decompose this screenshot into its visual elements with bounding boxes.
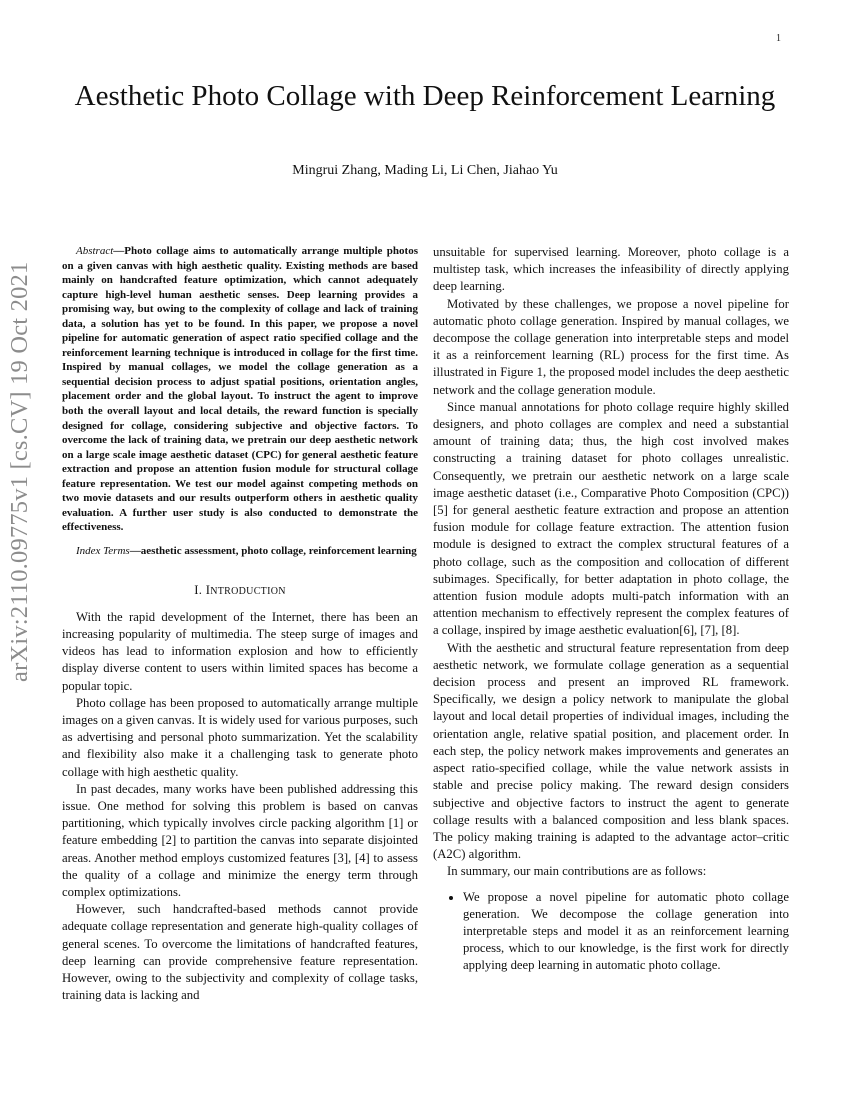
body-paragraph: In past decades, many works have been published addressing this issue. One method for solving this problem is based on canvas partitioning, which typically involves circle packing algorithm [1] or feature embedding [2] to partition the canvas into separate disjointed areas. Another method employs customized features [3], [4] to assess the quality of a collage and minimize the energy term through complex optimizations. bbox=[62, 781, 418, 899]
body-paragraph: With the aesthetic and structural feature representation from deep aesthetic network, we formulate collage generation as a sequential decision process and present an improved RL framework. Specifically, we design a policy network to manipulate the global layout and local detail properties of individual images, including the orientation angle, relative spatial position, and placement order. In each step, the policy network makes improvements and generates an aspect ratio-specified collage, while the value network assists in stable and precise policy making. The reward design considers subjective and objective factors to instruct the agent to generate collage results with a balanced composition and less blank spaces. The policy making training is adapted to the advantage actor–critic (A2C) algorithm. bbox=[433, 640, 789, 862]
body-paragraph: However, such handcrafted-based methods cannot provide adequate collage representation and generate high-quality collages of general scenes. To overcome the limitations of handcrafted features, deep learning can provide comprehensive feature representation. However, owing to the subjectivity and complexity of collage tasks, training data is lacking and bbox=[62, 902, 418, 1003]
abstract-text: —Photo collage aims to automatically arrange multiple photos on a given canvas with high aesthetic quality. Existing methods are based mainly on handcrafted feature optimization, which cannot adequately capture high-level human aesthetic senses. Deep learning provides a promising way, but owing to the complexity of collage and lack of training data, a solution has yet to be found. In this paper, we propose a novel pipeline for automatic generation of aspect ratio specified collage and the reinforcement learning technique is introduced in collage for the first time. Inspired by manual collages, we model the collage generation as a sequential decision process to adjust spatial positions, orientation angles, placement order and the global layout. To instruct the agent to improve both the overall layout and local details, the reward function is specially designed for collage, considering subjective and objective factors. To overcome the lack of training data, we pretrain our deep aesthetic network on a large scale image aesthetic dataset (CPC) for general aesthetic feature extraction and propose an attention fusion module for structural collage feature representation. We test our model against competing methods on two movie datasets and our results outperform others in aesthetic quality evaluation. A further user study is also conducted to demonstrate the effectiveness. bbox=[62, 245, 418, 534]
left-column bbox=[62, 244, 418, 1004]
right-column bbox=[433, 244, 789, 975]
page-number: 1 bbox=[776, 33, 781, 44]
body-paragraph: Since manual annotations for photo collage require highly skilled designers, and photo collages are complex and need a substantial amount of training data; thus, the high cost involved makes constructing a training dataset for photo collages unrealistic. Consequently, we pretrain our aesthetic network on a large scale image aesthetic dataset (i.e., Comparative Photo Composition (CPC)) [5] for general aesthetic feature extraction and propose an attention fusion module for collage feature extraction. The attention fusion module is designed to extract the complex structural features of a photo collage, such as the composition and collocation of different subimages. Specifically, for better adaptation in photo collage, the attention fusion module adopts multi-patch information with an attention mechanism to effectively represent the complex features of a collage, inspired by image aesthetic evaluation[6], [7], [8]. bbox=[433, 399, 789, 638]
contribution-item: • We propose a novel pipeline for automatic photo collage generation. We decompose the collage generation into interpretable steps and model it as an reinforcement learning process, which to our knowledge, is the first work for directly applying deep learning in automatic photo collage. bbox=[463, 889, 789, 975]
abstract bbox=[62, 244, 418, 535]
section-initial: I bbox=[205, 583, 211, 598]
author-list: Mingrui Zhang, Mading Li, Li Chen, Jiahao Yu bbox=[292, 163, 558, 178]
body-paragraph: In summary, our main contributions are as follows: bbox=[447, 864, 707, 879]
body-paragraph: With the rapid development of the Internet, there has been an increasing popularity of multimedia. The steep surge of images and videos has lead to information explosion and how to efficiently display diverse content to users within limited spaces has become a popular topic. bbox=[62, 609, 418, 693]
paper-title: Aesthetic Photo Collage with Deep Reinforcement Learning bbox=[74, 80, 776, 112]
arxiv-identifier-stamp: arXiv:2110.09775v1 [cs.CV] 19 Oct 2021 bbox=[6, 261, 33, 682]
body-paragraph: Motivated by these challenges, we propose a novel pipeline for automatic photo collage generation. Inspired by manual collages, we decompose the collage generation into interpretable steps and model it as a reinforcement learning (RL) process for the first time. As illustrated in Figure 1, the proposed model includes the deep aesthetic network and the collage generation module. bbox=[433, 296, 789, 397]
body-paragraph: Photo collage has been proposed to automatically arrange multiple images on a given canvas. It is widely used for various purposes, such as advertising and personal photo summarization. Yet the scalability and flexibility also make it a challenging task to generate photo collage with high aesthetic quality. bbox=[62, 695, 418, 779]
abstract-label: Abstract bbox=[76, 245, 114, 257]
index-terms-text: —aesthetic assessment, photo collage, reinforcement learning bbox=[129, 544, 417, 557]
section-heading-introduction bbox=[62, 582, 418, 600]
body-paragraph-continuation: unsuitable for supervised learning. Moreover, photo collage is a multistep task, which increases the infeasibility of directly applying deep learning. bbox=[433, 245, 789, 294]
index-terms bbox=[62, 544, 418, 559]
section-numeral: I. bbox=[194, 583, 206, 598]
section-title-rest: NTRODUCTION bbox=[210, 586, 286, 598]
index-terms-label: Index Terms bbox=[76, 544, 130, 557]
contribution-list bbox=[433, 889, 789, 975]
